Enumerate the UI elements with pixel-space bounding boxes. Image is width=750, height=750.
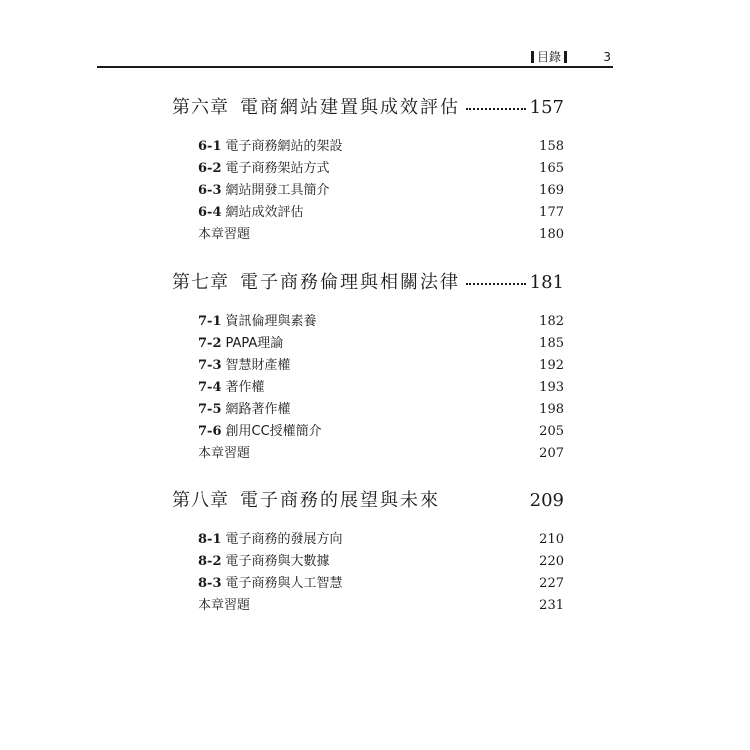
section-number: 7-4 — [198, 380, 222, 395]
section-entry[interactable] — [172, 420, 564, 442]
chapter-8 — [172, 486, 564, 616]
section-title: 電子商務與人工智慧 — [225, 576, 343, 591]
section-title: 本章習題 — [198, 227, 251, 242]
section-entry[interactable] — [172, 157, 564, 179]
exercises-entry[interactable] — [172, 442, 564, 464]
chapter-title: 電商網站建置與成效評估 — [240, 97, 460, 118]
section-entry[interactable] — [172, 528, 564, 550]
section-title: 網站成效評估 — [225, 205, 304, 220]
dot-leader — [466, 282, 526, 285]
section-entry[interactable] — [172, 550, 564, 572]
chapter-heading[interactable] — [172, 93, 564, 119]
section-number: 6-4 — [198, 205, 222, 220]
section-title: 電子商務網站的架設 — [225, 139, 343, 154]
chapter-title: 電子商務倫理與相關法律 — [240, 272, 460, 293]
section-number: 7-2 — [198, 336, 222, 351]
section-title: 創用CC授權簡介 — [225, 424, 322, 439]
chapter-number: 第六章 — [172, 97, 229, 118]
chapter-6 — [172, 93, 564, 245]
section-title: 電子商務架站方式 — [225, 161, 330, 176]
dot-leader — [446, 502, 526, 503]
exercises-entry[interactable] — [172, 594, 564, 616]
header-bar-left — [531, 51, 534, 63]
section-number: 6-3 — [198, 183, 222, 198]
section-number: 8-3 — [198, 576, 222, 591]
section-page: 193 — [539, 380, 564, 395]
chapter-number: 第八章 — [172, 490, 229, 511]
chapter-7 — [172, 268, 564, 464]
chapter-heading[interactable] — [172, 268, 564, 294]
section-number: 7-5 — [198, 402, 222, 417]
header-bar-right — [564, 51, 567, 63]
section-page: 169 — [539, 183, 564, 198]
section-title: 電子商務與大數據 — [225, 554, 330, 569]
section-entry[interactable] — [172, 572, 564, 594]
section-title: 本章習題 — [198, 598, 251, 613]
section-page: 210 — [539, 532, 564, 547]
section-page: 177 — [539, 205, 564, 220]
section-entry[interactable] — [172, 332, 564, 354]
section-number: 8-1 — [198, 532, 222, 547]
chapter-page: 181 — [529, 272, 564, 293]
section-number: 6-2 — [198, 161, 222, 176]
section-page: 158 — [539, 139, 564, 154]
section-page: 185 — [539, 336, 564, 351]
section-title: 著作權 — [225, 380, 265, 395]
section-title: 網路著作權 — [225, 402, 291, 417]
section-page: 182 — [539, 314, 564, 329]
section-title: PAPA理論 — [225, 336, 284, 351]
section-entry[interactable] — [172, 201, 564, 223]
running-header — [97, 47, 613, 68]
section-title: 資訊倫理與素養 — [225, 314, 317, 329]
header-page-number: 3 — [603, 50, 611, 64]
section-page: 231 — [539, 598, 564, 613]
section-page: 165 — [539, 161, 564, 176]
section-entry[interactable] — [172, 310, 564, 332]
section-number: 8-2 — [198, 554, 222, 569]
chapter-number: 第七章 — [172, 272, 229, 293]
section-page: 220 — [539, 554, 564, 569]
section-number: 7-3 — [198, 358, 222, 373]
section-entry[interactable] — [172, 179, 564, 201]
header-label — [531, 50, 567, 64]
section-page: 205 — [539, 424, 564, 439]
section-title: 智慧財產權 — [225, 358, 291, 373]
section-entry[interactable] — [172, 135, 564, 157]
chapter-page: 209 — [529, 490, 564, 511]
header-title: 目錄 — [536, 50, 561, 64]
section-page: 192 — [539, 358, 564, 373]
section-number: 7-6 — [198, 424, 222, 439]
chapter-title: 電子商務的展望與未來 — [240, 490, 440, 511]
chapter-page: 157 — [529, 97, 564, 118]
section-page: 198 — [539, 402, 564, 417]
chapter-heading[interactable] — [172, 486, 564, 512]
section-page: 180 — [539, 227, 564, 242]
section-number: 6-1 — [198, 139, 222, 154]
section-page: 227 — [539, 576, 564, 591]
section-entry[interactable] — [172, 376, 564, 398]
section-title: 本章習題 — [198, 446, 251, 461]
section-entry[interactable] — [172, 354, 564, 376]
dot-leader — [466, 107, 526, 110]
exercises-entry[interactable] — [172, 223, 564, 245]
section-title: 電子商務的發展方向 — [225, 532, 343, 547]
section-page: 207 — [539, 446, 564, 461]
section-entry[interactable] — [172, 398, 564, 420]
section-title: 網站開發工具簡介 — [225, 183, 330, 198]
section-number: 7-1 — [198, 314, 222, 329]
